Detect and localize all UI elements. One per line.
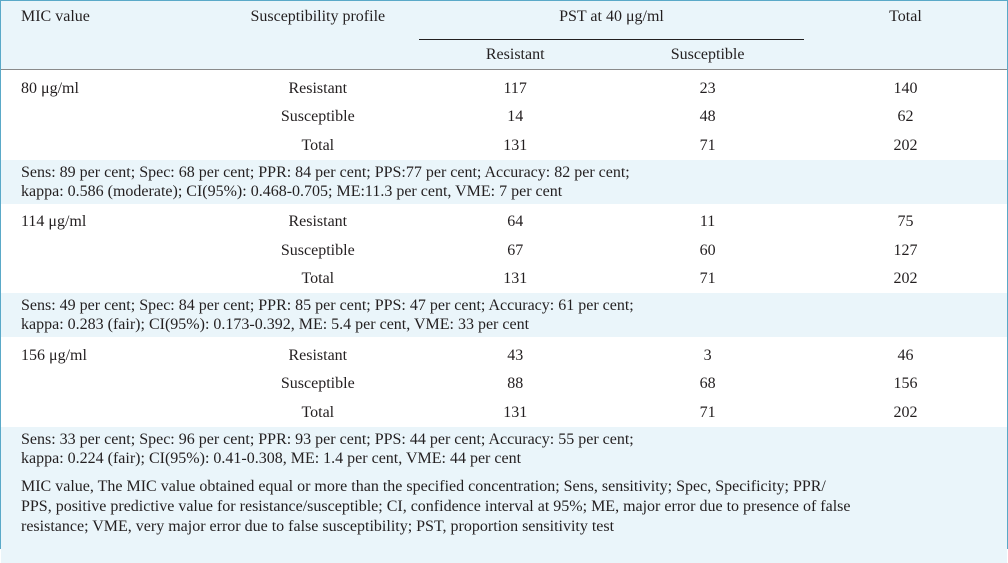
table-row xyxy=(1,398,1007,427)
stats-note-line-2: kappa: 0.586 (moderate); CI(95%): 0.468-0.705; ME:11.3 per cent, VME: 7 per cent xyxy=(21,182,563,200)
susceptible-cell: 71 xyxy=(699,136,716,154)
resistant-cell: 64 xyxy=(507,213,524,231)
table-row xyxy=(1,337,1007,370)
susceptible-cell: 48 xyxy=(699,108,716,126)
resistant-cell: 14 xyxy=(507,108,524,126)
total-cell: 156 xyxy=(893,375,918,393)
header-resistant: Resistant xyxy=(485,46,545,63)
stats-note-line-2: kappa: 0.283 (fair); CI(95%): 0.173-0.392, ME: 5.4 per cent, VME: 33 per cent xyxy=(21,316,530,333)
stats-note-row xyxy=(1,293,1007,337)
mic-value-cell: 156 μg/ml xyxy=(21,346,87,364)
table-row xyxy=(1,103,1007,132)
susceptible-cell: 60 xyxy=(699,241,716,259)
stats-note-line-1: Sens: 33 per cent; Spec: 96 per cent; PPR: 93 per cent; PPS: 44 per cent; Accuracy: 55 per cent; xyxy=(21,430,634,448)
resistant-cell: 131 xyxy=(503,270,528,288)
profile-cell: Susceptible xyxy=(280,241,355,259)
header-total: Total xyxy=(889,8,922,25)
susceptible-cell: 3 xyxy=(703,346,712,364)
profile-cell: Resistant xyxy=(288,346,348,364)
resistant-cell: 67 xyxy=(507,241,524,259)
table-row xyxy=(1,370,1007,399)
susceptible-cell: 68 xyxy=(699,375,716,393)
header-empty-3 xyxy=(804,40,1007,70)
profile-cell: Total xyxy=(301,136,335,154)
table-row xyxy=(1,131,1007,160)
header-mic-value: MIC value xyxy=(21,8,90,25)
susceptible-cell: 23 xyxy=(699,79,716,97)
footnote-line-3: resistance; VME, very major error due to false susceptibility; PST, proportion sensitivity test xyxy=(21,517,615,535)
footnote-line-1: MIC value, The MIC value obtained equal or more than the specified concentration; Sens, sensitivity; Spec, Specificity; PPR/ xyxy=(21,477,826,495)
total-cell: 75 xyxy=(897,213,914,231)
resistant-cell: 131 xyxy=(503,136,528,154)
profile-cell: Susceptible xyxy=(280,375,355,393)
header-row-2 xyxy=(1,40,1007,70)
stats-note-line-2: kappa: 0.224 (fair); CI(95%): 0.41-0.308, ME: 1.4 per cent, VME: 44 per cent xyxy=(21,449,522,467)
resistant-cell: 117 xyxy=(503,79,527,97)
table-row xyxy=(1,265,1007,294)
total-cell: 127 xyxy=(893,241,918,259)
stats-note xyxy=(1,160,1007,204)
header-pst: PST at 40 μg/ml xyxy=(419,1,804,40)
profile-cell: Susceptible xyxy=(280,108,355,126)
header-row-1 xyxy=(1,1,1007,40)
total-cell: 202 xyxy=(893,136,918,154)
profile-cell: Resistant xyxy=(288,213,348,231)
header-susceptible: Susceptible xyxy=(670,46,745,63)
stats-note-row xyxy=(1,160,1007,204)
total-cell: 202 xyxy=(893,270,918,288)
susceptible-cell: 71 xyxy=(699,270,716,288)
header-susceptibility-profile: Susceptibility profile xyxy=(250,8,386,25)
total-cell: 46 xyxy=(897,346,914,364)
total-cell: 62 xyxy=(897,108,914,126)
total-cell: 202 xyxy=(893,403,918,421)
mic-value-cell: 80 μg/ml xyxy=(21,79,79,97)
stats-note xyxy=(1,427,1007,471)
susceptible-cell: 71 xyxy=(699,403,716,421)
resistant-cell: 131 xyxy=(503,403,528,421)
data-table xyxy=(1,1,1007,563)
header-empty-2 xyxy=(216,40,419,70)
profile-cell: Total xyxy=(301,403,335,421)
resistant-cell: 43 xyxy=(507,346,524,364)
total-cell: 140 xyxy=(893,79,918,97)
table-row xyxy=(1,204,1007,237)
profile-cell: Total xyxy=(301,270,335,288)
profile-cell: Resistant xyxy=(288,79,348,97)
stats-note-line-1: Sens: 89 per cent; Spec: 68 per cent; PPR: 84 per cent; PPS:77 per cent; Accuracy: 82 per cent; xyxy=(21,163,630,181)
table-row xyxy=(1,70,1007,103)
table-row xyxy=(1,236,1007,265)
header-empty-1 xyxy=(1,40,216,70)
resistant-cell: 88 xyxy=(507,375,524,393)
stats-note-row xyxy=(1,427,1007,471)
footnote-line-2: PPS, positive predictive value for resistance/susceptible; CI, confidence interval at 95%; ME, major error due to presence of false xyxy=(21,497,851,515)
stats-note xyxy=(1,293,1007,337)
mic-value-cell: 114 μg/ml xyxy=(21,213,87,231)
susceptible-cell: 11 xyxy=(699,213,716,231)
stats-note-line-1: Sens: 49 per cent; Spec: 84 per cent; PPR: 85 per cent; PPS: 47 per cent; Accuracy: 61 per cent; xyxy=(21,297,634,314)
